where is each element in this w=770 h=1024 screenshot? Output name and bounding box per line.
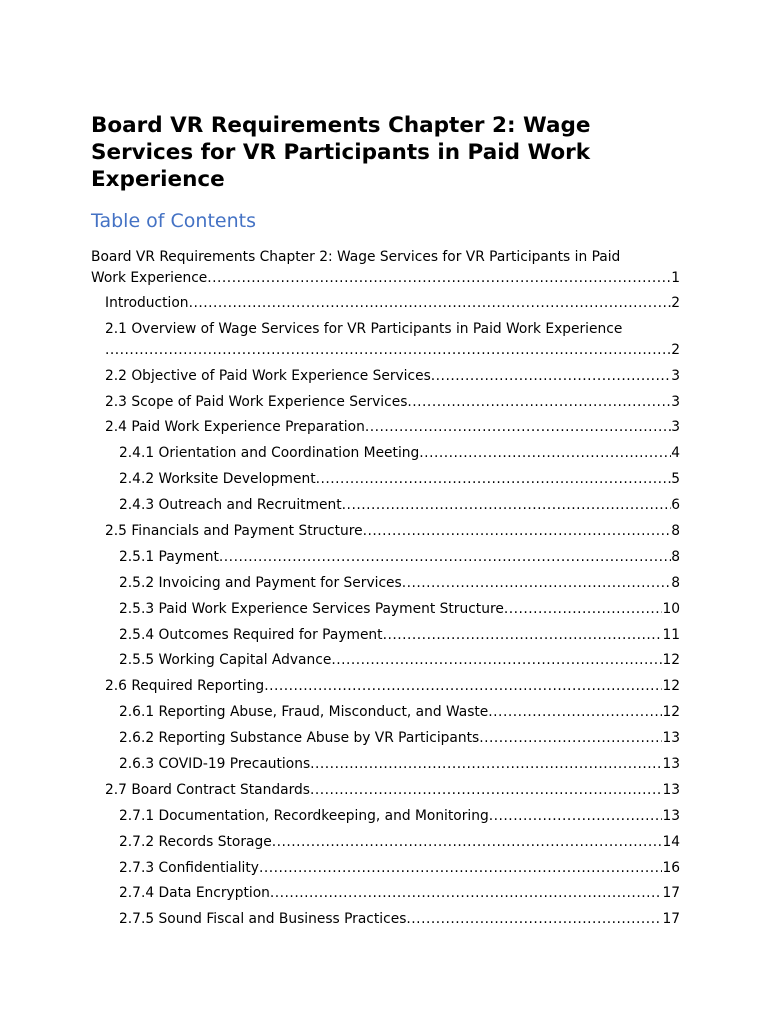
toc-entry[interactable] (119, 443, 680, 464)
document-title: Board VR Requirements Chapter 2: Wage Services for VR Participants in Paid Work Experience (91, 113, 591, 192)
toc-entry-row (105, 417, 680, 438)
toc-entry-row (119, 495, 680, 516)
toc-entry[interactable] (105, 319, 680, 360)
toc-entry-row (119, 650, 680, 671)
toc-page-number: 8 (671, 574, 680, 591)
toc-entry-title: 2.5.3 Paid Work Experience Services Payment Structure (119, 600, 504, 617)
toc-entry[interactable] (105, 417, 680, 438)
toc-entry[interactable] (119, 728, 680, 749)
dot-leader (105, 340, 671, 361)
toc-entry[interactable] (119, 806, 680, 827)
dot-leader (407, 392, 671, 413)
toc-entry-row (119, 702, 680, 723)
toc-entry[interactable] (119, 858, 680, 879)
toc-entry-row (119, 832, 680, 853)
toc-entry[interactable] (105, 676, 680, 697)
toc-entry-title: 2.3 Scope of Paid Work Experience Services (105, 393, 408, 410)
toc-entry-title: 2.2 Objective of Paid Work Experience Services (105, 367, 431, 384)
toc-entry-title: 2.6.2 Reporting Substance Abuse by VR Participants (119, 730, 480, 747)
toc-page-number: 16 (662, 859, 680, 876)
toc-page-number: 3 (671, 393, 680, 410)
toc-entry-title: Introduction (105, 295, 189, 312)
dot-leader (402, 573, 672, 594)
toc-entry-title: 2.4.3 Outreach and Recruitment (119, 497, 342, 514)
toc-page-number: 14 (662, 833, 680, 850)
toc-entry[interactable] (119, 469, 680, 490)
toc-entry-title: Board VR Requirements Chapter 2: Wage Services for VR Participants in Paid (91, 249, 621, 265)
toc-entry[interactable] (105, 366, 680, 387)
toc-entry[interactable] (119, 625, 680, 646)
toc-entry[interactable] (91, 247, 680, 288)
toc-entry[interactable] (119, 650, 680, 671)
dot-leader (406, 909, 662, 930)
toc-entry[interactable] (105, 293, 680, 314)
toc-page-number: 5 (671, 471, 680, 488)
toc-page-number: 2 (671, 295, 680, 312)
toc-page-number: 11 (662, 626, 680, 643)
toc-entry-title: 2.7.5 Sound Fiscal and Business Practices (119, 911, 407, 928)
table-of-contents (0, 247, 770, 935)
toc-page-number: 12 (662, 678, 680, 695)
toc-entry-title: 2.4.1 Orientation and Coordination Meeting (119, 445, 420, 462)
toc-entry-title: 2.7.3 Confidentiality (119, 859, 259, 876)
toc-entry-title: 2.7.1 Documentation, Recordkeeping, and Monitoring (119, 807, 489, 824)
toc-entry[interactable] (105, 392, 680, 413)
toc-entry[interactable] (119, 883, 680, 904)
toc-entry-row (105, 392, 680, 413)
toc-page-number: 17 (662, 885, 680, 902)
toc-entry[interactable] (119, 702, 680, 723)
toc-entry-title: 2.1 Overview of Wage Services for VR Participants in Paid Work Experience (105, 321, 623, 338)
toc-heading: Table of Contents (91, 210, 256, 232)
dot-leader (310, 780, 662, 801)
toc-entry-row (105, 676, 680, 697)
dot-leader (259, 858, 663, 879)
toc-entry-row (119, 858, 680, 879)
toc-page-number: 3 (671, 419, 680, 436)
toc-page-number: 13 (662, 756, 680, 773)
dot-leader (331, 650, 662, 671)
toc-page-number: 10 (662, 600, 680, 617)
toc-page-number: 1 (671, 269, 680, 286)
toc-entry-row (105, 780, 680, 801)
toc-entry-row (119, 625, 680, 646)
toc-entry-title: 2.5.5 Working Capital Advance (119, 652, 332, 669)
dot-leader (189, 293, 672, 314)
toc-page-number: 13 (662, 781, 680, 798)
dot-leader (504, 599, 663, 620)
toc-entry-title: 2.6.1 Reporting Abuse, Fraud, Misconduct, and Waste (119, 704, 489, 721)
dot-leader (316, 469, 672, 490)
dot-leader (479, 728, 662, 749)
toc-page-number: 8 (671, 548, 680, 565)
dot-leader (489, 806, 663, 827)
toc-page-number: 13 (662, 807, 680, 824)
toc-entry-row (119, 469, 680, 490)
toc-entry[interactable] (105, 780, 680, 801)
dot-leader (270, 883, 663, 904)
toc-entry-row (119, 573, 680, 594)
toc-entry[interactable] (119, 599, 680, 620)
toc-entry-title: 2.7 Board Contract Standards (105, 781, 310, 798)
dot-leader (272, 832, 663, 853)
dot-leader (310, 754, 662, 775)
toc-entry-title: 2.7.4 Data Encryption (119, 885, 270, 902)
toc-entry-row (119, 547, 680, 568)
dot-leader (365, 417, 671, 438)
dot-leader (363, 521, 672, 542)
toc-page-number: 6 (671, 497, 680, 514)
toc-entry-title: 2.7.2 Records Storage (119, 833, 272, 850)
toc-entry-title: 2.5 Financials and Payment Structure (105, 523, 363, 540)
toc-entry-row (105, 366, 680, 387)
dot-leader (419, 443, 671, 464)
toc-entry-title: 2.4 Paid Work Experience Preparation (105, 419, 365, 436)
toc-entry-title: 2.5.2 Invoicing and Payment for Services (119, 574, 402, 591)
toc-page-number: 12 (662, 652, 680, 669)
toc-entry-title: 2.6 Required Reporting (105, 678, 265, 695)
toc-entry-row (91, 268, 680, 289)
toc-entry-row (119, 443, 680, 464)
toc-page-number: 13 (662, 730, 680, 747)
dot-leader (264, 676, 662, 697)
toc-entry-row (105, 521, 680, 542)
toc-page-number: 8 (671, 523, 680, 540)
toc-entry[interactable] (119, 573, 680, 594)
toc-entry-row (105, 293, 680, 314)
toc-entry-title: 2.5.4 Outcomes Required for Payment (119, 626, 383, 643)
toc-entry-title: 2.5.1 Payment (119, 548, 219, 565)
toc-entry-row (119, 599, 680, 620)
toc-entry[interactable] (119, 909, 680, 930)
toc-entry-row (119, 909, 680, 930)
toc-entry[interactable] (105, 521, 680, 542)
toc-page-number: 4 (671, 445, 680, 462)
toc-entry-row (119, 728, 680, 749)
dot-leader (383, 625, 663, 646)
toc-entry-title: 2.6.3 COVID-19 Precautions (119, 756, 311, 773)
dot-leader (431, 366, 671, 387)
toc-entry-row (119, 806, 680, 827)
toc-page-number: 2 (671, 341, 680, 358)
toc-entry[interactable] (119, 495, 680, 516)
dot-leader (219, 547, 671, 568)
toc-page-number: 12 (662, 704, 680, 721)
toc-entry-title-continued: Work Experience (91, 269, 208, 286)
toc-entry[interactable] (119, 832, 680, 853)
dot-leader (342, 495, 672, 516)
toc-entry-title: 2.4.2 Worksite Development (119, 471, 316, 488)
toc-page-number: 17 (662, 911, 680, 928)
toc-entry-row (119, 883, 680, 904)
toc-entry[interactable] (119, 754, 680, 775)
toc-entry[interactable] (119, 547, 680, 568)
toc-entry-row (105, 340, 680, 361)
dot-leader (207, 268, 671, 289)
toc-page-number: 3 (671, 367, 680, 384)
dot-leader (488, 702, 662, 723)
toc-entry-row (119, 754, 680, 775)
